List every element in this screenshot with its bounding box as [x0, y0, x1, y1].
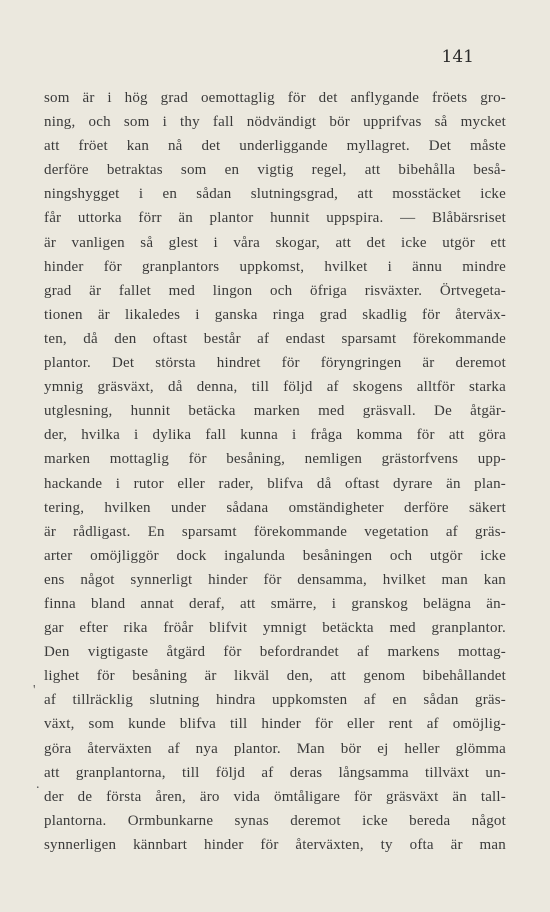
- text-line: gar efter rika fröår blifvit ymnigt betäckta med granplantor.: [44, 620, 506, 637]
- text-line: plantor. Det största hindret för föryngringen är deremot: [44, 355, 506, 372]
- text-line: får uttorka förr än plantor hunnit uppspira. — Blåbärsriset: [44, 210, 506, 227]
- text-line: arter omöjliggör dock ingalunda besåningen och utgör icke: [44, 547, 506, 564]
- text-line: lighet för besåning är likväl den, att genom bibehållandet: [44, 668, 506, 685]
- text-line: af tillräcklig slutning hindra uppkomsten af en sådan gräs-: [44, 692, 506, 709]
- text-line: att fröet kan nå det underliggande myllagret. Det måste: [44, 138, 506, 155]
- text-line: ymnig gräsväxt, då denna, till följd af skogens alltför starka: [44, 379, 506, 396]
- text-line: Den vigtigaste åtgärd för befordrandet af markens mottag-: [44, 644, 506, 661]
- page-number: 141: [441, 47, 474, 67]
- text-line: der de första åren, äro vida ömtåligare för gräsväxt än tall-: [44, 788, 506, 805]
- text-line: som är i hög grad oemottaglig för det anflygande fröets gro-: [44, 90, 506, 106]
- text-line: tering, hvilken under sådana omständigheter derföre säkert: [44, 499, 506, 516]
- text-line: ten, då den oftast består af endast sparsamt förekommande: [44, 330, 506, 347]
- body-text: [44, 86, 506, 857]
- text-line: att granplantorna, till följd af deras långsamma tillväxt un-: [44, 764, 506, 781]
- text-line: göra återväxten af nya plantor. Man bör ej heller glömma: [44, 740, 506, 757]
- text-line: derföre betraktas som en vigtig regel, att bibehålla beså-: [44, 162, 506, 179]
- text-line: hackande i rutor eller rader, blifva då oftast dyrare än plan-: [44, 475, 506, 492]
- margin-mark: .: [36, 777, 40, 792]
- text-line: tionen är likaledes i ganska ringa grad skadlig för återväx-: [44, 306, 506, 323]
- text-line: plantorna. Ormbunkarne synas deremot icke bereda något: [44, 812, 506, 829]
- text-line: ningshygget i en sådan slutningsgrad, att mosstäcket icke: [44, 186, 506, 203]
- margin-mark: ': [33, 683, 36, 698]
- text-line: der, hvilka i dylika fall kunna i fråga komma för att göra: [44, 427, 506, 444]
- text-line: marken mottaglig för besåning, nemligen grästorfvens upp-: [44, 451, 506, 468]
- text-line: är vanligen så glest i våra skogar, att det icke utgör ett: [44, 234, 506, 251]
- text-line: synnerligen kännbart hinder för återväxten, ty ofta är man: [44, 836, 506, 853]
- text-line: finna bland annat deraf, att smärre, i granskog belägna än-: [44, 595, 506, 612]
- text-line: är rådligast. En sparsamt förekommande vegetation af gräs-: [44, 523, 506, 540]
- text-line: grad är fallet med lingon och öfriga risväxter. Örtvegeta-: [44, 282, 506, 299]
- text-line: ens något synnerligt hinder för densamma, hvilket man kan: [44, 571, 506, 588]
- text-line: hinder för granplantors uppkomst, hvilket i ännu mindre: [44, 258, 506, 275]
- text-line: växt, som kunde blifva till hinder för eller rent af omöjlig-: [44, 716, 506, 733]
- text-line: utglesning, hunnit betäcka marken med gräsvall. De åtgär-: [44, 403, 506, 420]
- text-line: ning, och som i thy fall nödvändigt bör upprifvas så mycket: [44, 114, 506, 131]
